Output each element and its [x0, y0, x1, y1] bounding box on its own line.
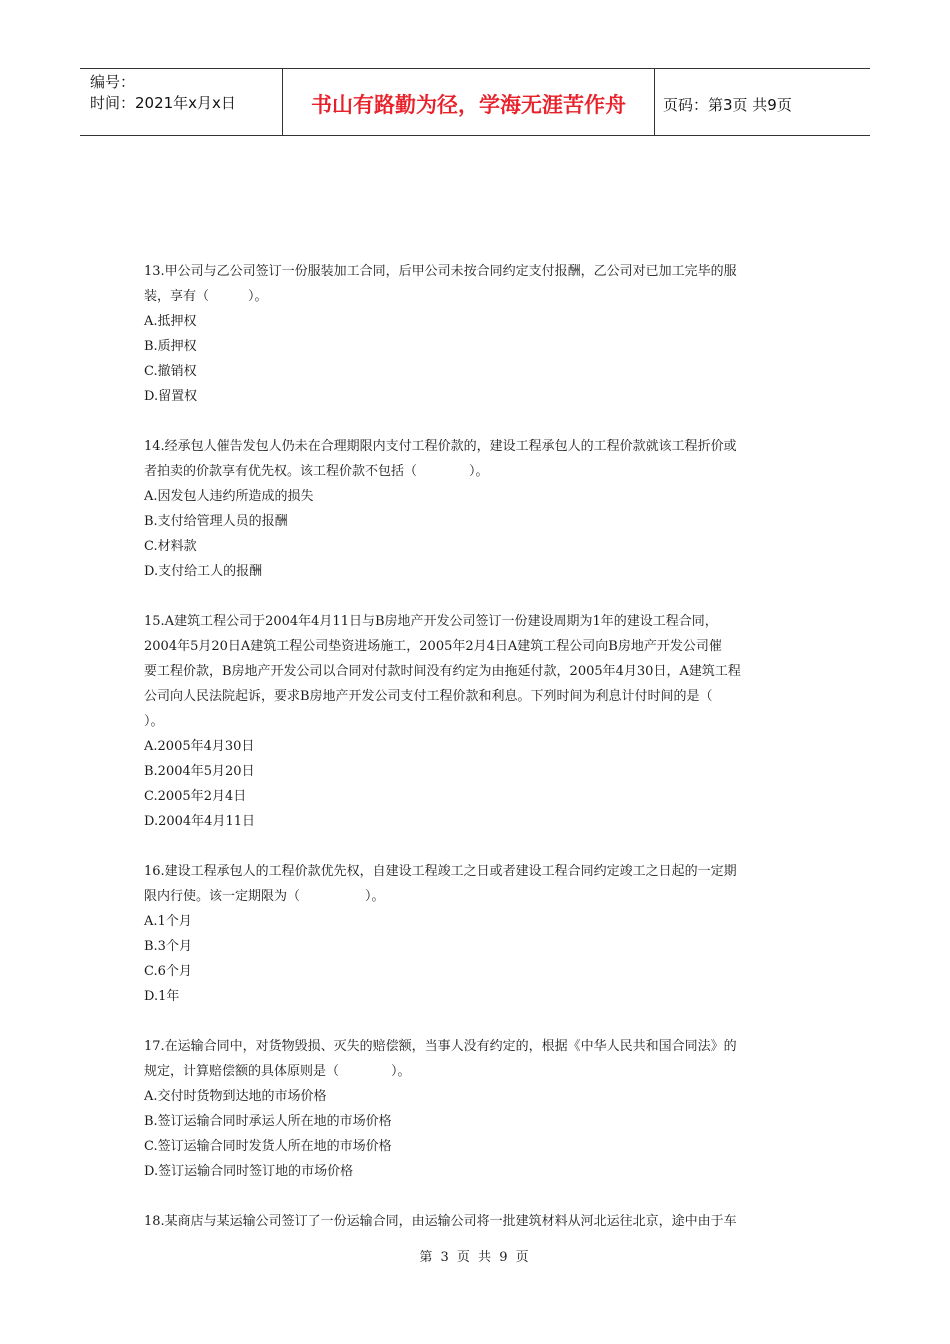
question-block — [144, 609, 812, 834]
page-footer: 第 3 页 共 9 页 — [419, 1250, 531, 1265]
answer-option: C.撤销权 — [144, 364, 197, 379]
answer-option: C.材料款 — [144, 539, 197, 554]
answer-option: B.支付给管理人员的报酬 — [144, 514, 288, 529]
answer-option: D.2004年4月11日 — [144, 814, 255, 829]
question-stem-line: 17.在运输合同中，对货物毁损、灭失的赔偿额，当事人没有约定的，根据《中华人民共和国合同法》的 — [144, 1039, 737, 1054]
answer-option: C.签订运输合同时发货人所在地的市场价格 — [144, 1139, 392, 1154]
question-block — [144, 1034, 812, 1184]
question-stem-line: 2004年5月20日A建筑工程公司垫资进场施工，2005年2月4日A建筑工程公司向B房地产开发公司催 — [144, 639, 722, 654]
answer-option: A.2005年4月30日 — [144, 739, 255, 754]
answer-option: B.质押权 — [144, 339, 197, 354]
question-stem-line: 装，享有（ ）。 — [144, 289, 268, 304]
question-stem-line: 18.某商店与某运输公司签订了一份运输合同，由运输公司将一批建筑材料从河北运往北京，途中由于车 — [144, 1214, 737, 1229]
question-stem-line: 15.A建筑工程公司于2004年4月11日与B房地产开发公司签订一份建设周期为1年的建设工程合同， — [144, 614, 718, 629]
question-stem-line: 要工程价款，B房地产开发公司以合同对付款时间没有约定为由拖延付款，2005年4月30日，A建筑工程 — [144, 664, 741, 679]
header-page-info: 页码：第3页 共9页 — [663, 95, 792, 114]
answer-option: B.签订运输合同时承运人所在地的市场价格 — [144, 1114, 392, 1129]
question-stem-line: ）。 — [144, 714, 164, 729]
answer-option: A.1个月 — [144, 914, 192, 929]
answer-option: D.签订运输合同时签订地的市场价格 — [144, 1164, 354, 1179]
question-stem-line: 限内行使。该一定期限为（ ）。 — [144, 889, 385, 904]
question-block — [144, 1209, 812, 1234]
question-stem-line: 规定，计算赔偿额的具体原则是（ ）。 — [144, 1064, 411, 1079]
question-stem-line: 13.甲公司与乙公司签订一份服装加工合同，后甲公司未按合同约定支付报酬，乙公司对已加工完毕的服 — [144, 264, 737, 279]
question-stem-line: 者拍卖的价款享有优先权。该工程价款不包括（ ）。 — [144, 464, 489, 479]
answer-option: A.抵押权 — [144, 314, 197, 329]
question-block — [144, 859, 812, 1009]
question-block — [144, 259, 812, 409]
answer-option: B.2004年5月20日 — [144, 764, 255, 779]
answer-option: A.交付时货物到达地的市场价格 — [144, 1089, 327, 1104]
page-header — [80, 68, 870, 136]
answer-option: C.6个月 — [144, 964, 192, 979]
answer-option: D.支付给工人的报酬 — [144, 564, 263, 579]
number-label: 编号： — [90, 73, 136, 91]
header-meta — [80, 69, 283, 135]
time-label: 时间：2021年x月x日 — [90, 94, 236, 112]
question-stem-line: 14.经承包人催告发包人仍未在合理期限内支付工程价款的，建设工程承包人的工程价款就该工程折价或 — [144, 439, 737, 454]
answer-option: B.3个月 — [144, 939, 192, 954]
question-stem-line: 公司向人民法院起诉，要求B房地产开发公司支付工程价款和利息。下列时间为利息计付时间的是（ — [144, 689, 713, 704]
answer-option: C.2005年2月4日 — [144, 789, 247, 804]
question-stem-line: 16.建设工程承包人的工程价款优先权，自建设工程竣工之日或者建设工程合同约定竣工之日起的一定期 — [144, 864, 737, 879]
header-motto: 书山有路勤为径，学海无涯苦作舟 — [283, 69, 655, 135]
answer-option: D.1年 — [144, 989, 180, 1004]
question-list — [144, 259, 812, 1259]
answer-option: D.留置权 — [144, 389, 198, 404]
answer-option: A.因发包人违约所造成的损失 — [144, 489, 314, 504]
question-block — [144, 434, 812, 584]
